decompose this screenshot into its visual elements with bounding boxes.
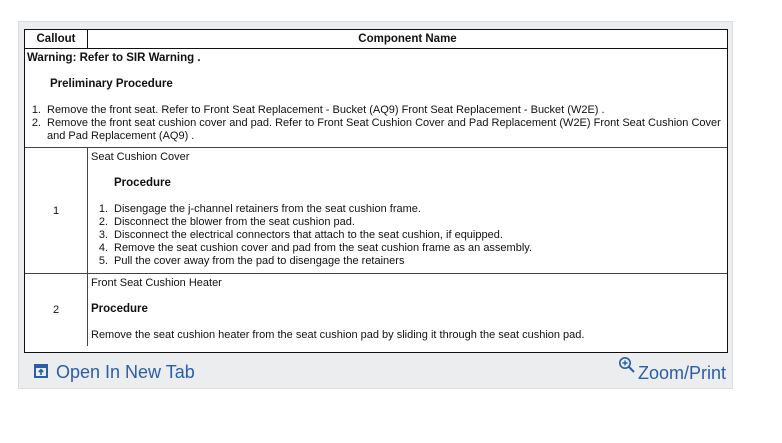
list-item: 1. Remove the front seat. Refer to Front Seat Replacement - Bucket (AQ9) Front Seat Replacement - Bucket (W2E) . — [31, 104, 605, 116]
preliminary-steps — [27, 104, 725, 143]
zoom-print-label: Zoom/Print — [637, 363, 726, 383]
component-name: Seat Cushion Cover — [91, 151, 190, 163]
document-footer — [34, 360, 726, 386]
document-table-container — [24, 29, 728, 353]
component-name: Front Seat Cushion Heater — [91, 277, 222, 289]
zoom-in-icon — [618, 362, 638, 385]
callout-number: 1 — [25, 148, 88, 274]
procedure-label: Procedure — [114, 177, 171, 189]
header-component-name: Component Name — [88, 30, 728, 49]
open-in-new-tab-icon — [34, 362, 56, 383]
list-item: 3. Disconnect the electrical connectors that attach to the seat cushion, if equipped. — [98, 229, 503, 241]
list-item: 2. Disconnect the blower from the seat cushion pad. — [98, 216, 355, 228]
warning-section — [25, 49, 727, 148]
preliminary-procedure-title: Preliminary Procedure — [50, 78, 173, 90]
warning-text: Warning: Refer to SIR Warning . — [27, 52, 201, 64]
procedure-steps — [94, 203, 724, 268]
procedure-text: Remove the seat cushion heater from the seat cushion pad by sliding it through the seat cushion pad. — [91, 329, 585, 341]
list-item: 5. Pull the cover away from the pad to disengage the retainers — [98, 255, 405, 267]
list-item: 1. Disengage the j-channel retainers from the seat cushion frame. — [98, 203, 421, 215]
list-item: 4. Remove the seat cushion cover and pad from the seat cushion frame as an assembly. — [98, 242, 533, 254]
open-in-new-tab-link[interactable] — [34, 362, 195, 383]
table-row — [25, 148, 727, 274]
component-table — [25, 30, 727, 346]
zoom-print-link[interactable] — [618, 362, 726, 385]
list-item: 2. Remove the front seat cushion cover and pad. Refer to Front Seat Cushion Cover and Pad Replacement (W2E) Front Seat Cushion Cover and Pad Replacement (AQ9) . — [31, 117, 721, 142]
header-callout: Callout — [25, 30, 88, 49]
procedure-label: Procedure — [91, 303, 148, 315]
callout-number: 2 — [25, 274, 88, 347]
open-in-new-tab-label: Open In New Tab — [56, 362, 195, 382]
table-row — [25, 274, 727, 347]
